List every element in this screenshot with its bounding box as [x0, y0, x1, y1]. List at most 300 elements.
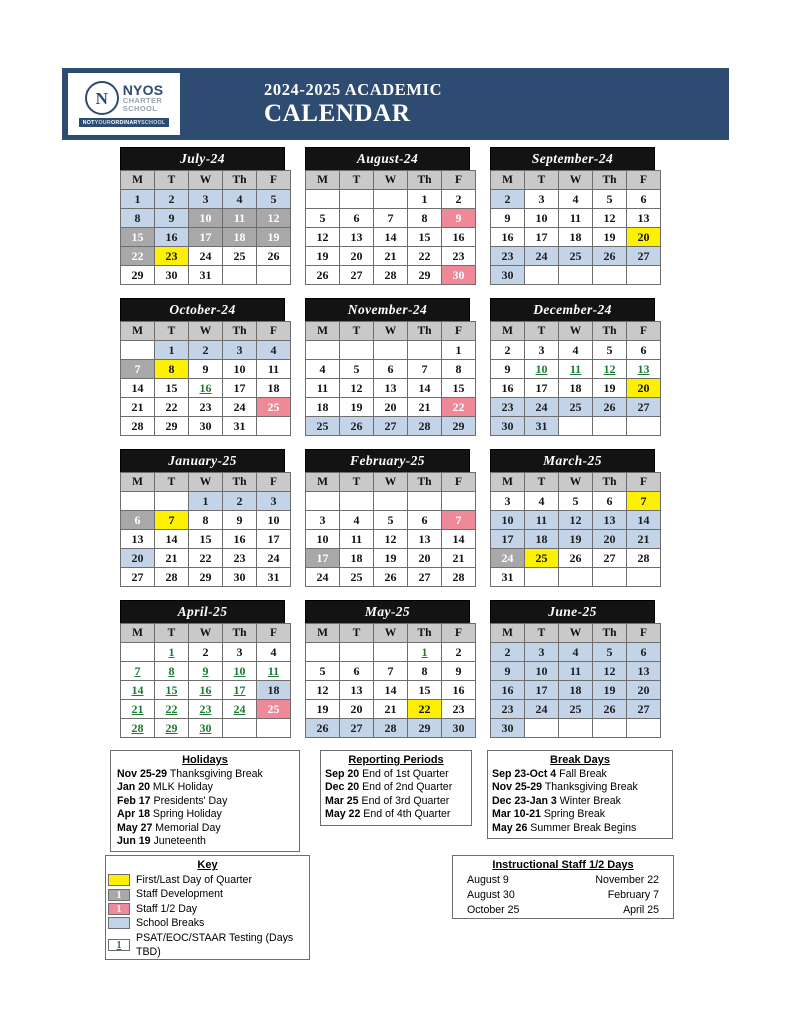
day-cell[interactable]: 29	[442, 417, 476, 436]
day-cell[interactable]: 18	[257, 379, 291, 398]
day-cell[interactable]: 30	[491, 266, 525, 285]
day-cell[interactable]: 18	[306, 398, 340, 417]
day-cell[interactable]: 10	[525, 209, 559, 228]
day-cell[interactable]: 17	[306, 549, 340, 568]
day-cell[interactable]: 2	[491, 341, 525, 360]
day-cell[interactable]: 22	[442, 398, 476, 417]
day-cell[interactable]: 6	[374, 360, 408, 379]
day-cell[interactable]: 6	[408, 511, 442, 530]
day-cell[interactable]: 19	[306, 700, 340, 719]
day-cell[interactable]: 31	[525, 417, 559, 436]
day-cell[interactable]: 9	[442, 662, 476, 681]
day-cell[interactable]: 2	[491, 190, 525, 209]
day-cell[interactable]: 12	[306, 228, 340, 247]
day-cell[interactable]: 11	[559, 662, 593, 681]
day-cell[interactable]: 22	[155, 398, 189, 417]
day-cell[interactable]: 31	[189, 266, 223, 285]
day-cell[interactable]: 27	[374, 417, 408, 436]
breaks-list	[488, 768, 672, 838]
day-cell[interactable]: 2	[155, 190, 189, 209]
day-cell[interactable]: 11	[257, 360, 291, 379]
day-cell[interactable]	[155, 643, 189, 662]
day-cell[interactable]: 19	[593, 681, 627, 700]
weekday-header: F	[257, 473, 291, 492]
day-cell[interactable]: 12	[257, 209, 291, 228]
day-cell[interactable]: 18	[559, 228, 593, 247]
day-cell[interactable]: 24	[257, 549, 291, 568]
day-cell[interactable]	[223, 681, 257, 700]
day-cell[interactable]: 12	[374, 530, 408, 549]
empty-cell	[627, 719, 661, 738]
day-cell[interactable]: 26	[593, 247, 627, 266]
day-cell[interactable]: 19	[340, 398, 374, 417]
day-cell[interactable]: 27	[121, 568, 155, 587]
day-cell[interactable]: 17	[491, 530, 525, 549]
day-cell[interactable]: 15	[155, 379, 189, 398]
day-cell[interactable]: 22	[121, 247, 155, 266]
day-cell[interactable]: 21	[442, 549, 476, 568]
day-cell[interactable]: 22	[189, 549, 223, 568]
day-cell[interactable]: 14	[374, 681, 408, 700]
day-cell[interactable]: 21	[408, 398, 442, 417]
day-cell[interactable]: 24	[525, 700, 559, 719]
logo-line2: CHARTER	[122, 96, 163, 106]
day-cell[interactable]: 28	[155, 568, 189, 587]
day-cell[interactable]: 25	[257, 700, 291, 719]
day-cell[interactable]: 1	[155, 341, 189, 360]
day-cell[interactable]: 27	[340, 266, 374, 285]
weekday-header: T	[340, 624, 374, 643]
day-cell[interactable]: 27	[593, 549, 627, 568]
day-cell[interactable]: 3	[525, 341, 559, 360]
day-cell[interactable]: 5	[306, 209, 340, 228]
day-cell[interactable]: 8	[121, 209, 155, 228]
day-cell[interactable]: 14	[408, 379, 442, 398]
day-cell[interactable]: 10	[491, 511, 525, 530]
tagline-mid: YOUR	[94, 119, 111, 126]
day-cell[interactable]: 11	[306, 379, 340, 398]
day-cell[interactable]: 9	[189, 360, 223, 379]
day-cell[interactable]: 5	[559, 492, 593, 511]
day-cell[interactable]: 23	[155, 247, 189, 266]
weekday-header: Th	[408, 322, 442, 341]
day-cell[interactable]: 30	[491, 719, 525, 738]
day-cell[interactable]: 17	[223, 379, 257, 398]
weekday-header: Th	[223, 171, 257, 190]
day-cell[interactable]: 17	[525, 681, 559, 700]
day-cell[interactable]: 24	[306, 568, 340, 587]
day-cell[interactable]: 6	[593, 492, 627, 511]
day-cell[interactable]: 1	[121, 190, 155, 209]
day-cell[interactable]: 20	[593, 530, 627, 549]
weekday-header-row	[306, 624, 476, 643]
day-cell[interactable]: 17	[525, 228, 559, 247]
list-item	[117, 768, 299, 781]
day-cell[interactable]: 14	[627, 511, 661, 530]
day-cell[interactable]: 22	[408, 700, 442, 719]
day-cell[interactable]: 16	[491, 681, 525, 700]
day-cell[interactable]	[155, 700, 189, 719]
day-cell[interactable]: 7	[121, 360, 155, 379]
day-cell[interactable]: 28	[374, 266, 408, 285]
day-cell[interactable]: 13	[374, 379, 408, 398]
day-cell[interactable]: 30	[223, 568, 257, 587]
day-cell[interactable]: 15	[408, 681, 442, 700]
day-cell[interactable]: 26	[593, 700, 627, 719]
day-cell[interactable]: 6	[627, 190, 661, 209]
day-cell[interactable]: 8	[189, 511, 223, 530]
day-cell[interactable]: 24	[223, 398, 257, 417]
day-cell[interactable]: 28	[408, 417, 442, 436]
day-cell[interactable]	[155, 719, 189, 738]
day-cell[interactable]: 11	[559, 209, 593, 228]
day-cell[interactable]: 15	[121, 228, 155, 247]
day-cell[interactable]: 12	[593, 662, 627, 681]
day-cell[interactable]: 27	[627, 398, 661, 417]
day-cell[interactable]: 24	[491, 549, 525, 568]
day-cell[interactable]: 19	[306, 247, 340, 266]
day-cell[interactable]: 17	[189, 228, 223, 247]
day-cell[interactable]: 8	[408, 662, 442, 681]
day-cell[interactable]: 20	[627, 228, 661, 247]
day-cell[interactable]: 18	[257, 681, 291, 700]
day-cell[interactable]: 25	[257, 398, 291, 417]
day-cell[interactable]: 2	[189, 643, 223, 662]
day-cell[interactable]: 8	[408, 209, 442, 228]
day-cell[interactable]: 10	[257, 511, 291, 530]
day-cell[interactable]: 12	[593, 209, 627, 228]
day-cell[interactable]: 19	[257, 228, 291, 247]
day-cell[interactable]: 28	[627, 549, 661, 568]
reporting-list	[321, 768, 471, 825]
day-cell[interactable]	[559, 360, 593, 379]
day-cell[interactable]: 27	[408, 568, 442, 587]
weekday-header: T	[340, 171, 374, 190]
day-cell[interactable]: 2	[189, 341, 223, 360]
day-cell[interactable]: 26	[340, 417, 374, 436]
day-cell[interactable]: 4	[306, 360, 340, 379]
day-cell[interactable]: 10	[306, 530, 340, 549]
day-cell[interactable]	[257, 662, 291, 681]
day-cell[interactable]: 10	[525, 662, 559, 681]
day-cell[interactable]: 1	[442, 341, 476, 360]
day-cell[interactable]: 4	[525, 492, 559, 511]
day-cell[interactable]: 10	[189, 209, 223, 228]
day-cell[interactable]: 7	[627, 492, 661, 511]
day-cell[interactable]: 4	[559, 341, 593, 360]
day-cell[interactable]: 18	[525, 530, 559, 549]
day-cell[interactable]: 28	[442, 568, 476, 587]
day-cell[interactable]: 29	[408, 266, 442, 285]
week-row	[491, 643, 661, 662]
day-cell[interactable]: 29	[121, 266, 155, 285]
day-cell[interactable]: 6	[121, 511, 155, 530]
key-swatch-test: 1	[108, 939, 130, 951]
weekday-header: M	[491, 171, 525, 190]
day-cell[interactable]	[189, 700, 223, 719]
day-cell[interactable]: 9	[223, 511, 257, 530]
day-cell[interactable]: 20	[374, 398, 408, 417]
day-cell[interactable]: 3	[525, 643, 559, 662]
day-cell[interactable]: 3	[223, 341, 257, 360]
day-cell[interactable]: 31	[491, 568, 525, 587]
day-cell[interactable]: 9	[442, 209, 476, 228]
day-cell[interactable]: 5	[593, 190, 627, 209]
day-cell[interactable]: 4	[559, 643, 593, 662]
day-cell[interactable]: 25	[223, 247, 257, 266]
item-date: Mar 10-21	[492, 808, 541, 821]
day-cell[interactable]: 3	[257, 492, 291, 511]
day-cell[interactable]: 13	[408, 530, 442, 549]
item-date: Jun 19	[117, 835, 151, 848]
day-cell[interactable]: 13	[340, 228, 374, 247]
day-cell[interactable]: 1	[408, 190, 442, 209]
day-cell[interactable]: 25	[525, 549, 559, 568]
day-cell[interactable]: 26	[306, 266, 340, 285]
day-cell[interactable]	[189, 719, 223, 738]
day-cell[interactable]: 26	[257, 247, 291, 266]
day-cell[interactable]: 16	[223, 530, 257, 549]
day-cell[interactable]: 21	[627, 530, 661, 549]
day-cell[interactable]: 20	[121, 549, 155, 568]
day-cell[interactable]	[121, 662, 155, 681]
day-cell[interactable]: 30	[491, 417, 525, 436]
day-cell[interactable]: 16	[491, 228, 525, 247]
day-cell[interactable]: 26	[559, 549, 593, 568]
day-cell[interactable]: 7	[374, 662, 408, 681]
day-cell[interactable]	[627, 360, 661, 379]
day-cell[interactable]: 5	[340, 360, 374, 379]
month-title: July-24	[120, 147, 285, 170]
item-date: Dec 20	[325, 781, 360, 794]
day-cell[interactable]	[525, 360, 559, 379]
day-cell[interactable]: 5	[593, 341, 627, 360]
day-cell[interactable]: 17	[257, 530, 291, 549]
week-row	[491, 360, 661, 379]
day-cell[interactable]: 16	[442, 681, 476, 700]
day-cell[interactable]: 8	[155, 360, 189, 379]
day-cell[interactable]: 15	[408, 228, 442, 247]
day-cell[interactable]: 30	[442, 266, 476, 285]
testing-day-label: 15	[165, 682, 178, 697]
day-cell[interactable]: 16	[442, 228, 476, 247]
day-cell[interactable]: 27	[627, 700, 661, 719]
day-cell[interactable]: 2	[442, 643, 476, 662]
day-cell[interactable]: 2	[491, 643, 525, 662]
week-row	[306, 379, 476, 398]
list-item	[492, 808, 672, 821]
day-cell[interactable]	[189, 681, 223, 700]
day-cell[interactable]: 16	[491, 379, 525, 398]
day-cell[interactable]: 12	[306, 681, 340, 700]
day-cell[interactable]: 29	[155, 417, 189, 436]
day-cell[interactable]: 4	[223, 190, 257, 209]
day-cell[interactable]: 9	[155, 209, 189, 228]
day-cell[interactable]: 14	[121, 379, 155, 398]
item-label: Spring Break	[540, 808, 606, 821]
day-cell[interactable]: 21	[374, 247, 408, 266]
key-rows	[106, 873, 309, 959]
day-cell[interactable]: 7	[408, 360, 442, 379]
day-cell[interactable]: 23	[491, 247, 525, 266]
day-cell[interactable]: 7	[374, 209, 408, 228]
day-cell[interactable]: 26	[374, 568, 408, 587]
day-cell[interactable]: 26	[306, 719, 340, 738]
day-cell[interactable]	[121, 719, 155, 738]
day-cell[interactable]: 8	[442, 360, 476, 379]
day-cell[interactable]: 20	[627, 379, 661, 398]
day-cell[interactable]: 22	[408, 247, 442, 266]
day-cell[interactable]: 18	[223, 228, 257, 247]
day-cell[interactable]: 3	[223, 643, 257, 662]
day-cell[interactable]: 2	[223, 492, 257, 511]
day-cell[interactable]: 13	[121, 530, 155, 549]
day-cell[interactable]: 1	[189, 492, 223, 511]
day-cell[interactable]: 11	[340, 530, 374, 549]
day-cell[interactable]: 23	[189, 398, 223, 417]
day-cell[interactable]: 25	[306, 417, 340, 436]
day-cell[interactable]: 11	[525, 511, 559, 530]
day-cell[interactable]: 6	[627, 643, 661, 662]
week-row	[491, 511, 661, 530]
day-cell[interactable]: 15	[442, 379, 476, 398]
day-cell[interactable]	[121, 681, 155, 700]
day-cell[interactable]: 20	[340, 247, 374, 266]
day-cell[interactable]: 4	[257, 643, 291, 662]
key-swatch-red: 1	[108, 903, 130, 915]
day-cell[interactable]: 26	[593, 398, 627, 417]
day-cell[interactable]: 3	[306, 511, 340, 530]
legend-key-box	[105, 855, 310, 960]
day-cell[interactable]: 13	[627, 209, 661, 228]
day-cell[interactable]: 31	[223, 417, 257, 436]
day-cell[interactable]: 4	[559, 190, 593, 209]
day-cell[interactable]: 6	[340, 662, 374, 681]
empty-cell	[525, 266, 559, 285]
day-cell[interactable]: 25	[559, 700, 593, 719]
day-cell[interactable]: 15	[189, 530, 223, 549]
empty-cell	[559, 719, 593, 738]
day-cell[interactable]: 25	[559, 247, 593, 266]
day-cell[interactable]: 21	[121, 398, 155, 417]
day-cell[interactable]: 20	[627, 681, 661, 700]
day-cell[interactable]: 21	[155, 549, 189, 568]
day-cell[interactable]: 10	[223, 360, 257, 379]
day-cell[interactable]: 4	[257, 341, 291, 360]
day-cell[interactable]: 5	[306, 662, 340, 681]
day-cell[interactable]: 17	[525, 379, 559, 398]
day-cell[interactable]: 3	[491, 492, 525, 511]
day-cell[interactable]: 7	[442, 511, 476, 530]
day-cell[interactable]	[408, 643, 442, 662]
day-cell[interactable]: 25	[559, 398, 593, 417]
month-table	[305, 321, 476, 436]
week-row	[306, 511, 476, 530]
day-cell[interactable]: 27	[340, 719, 374, 738]
day-cell[interactable]: 19	[593, 228, 627, 247]
day-cell[interactable]: 5	[257, 190, 291, 209]
day-cell[interactable]	[223, 700, 257, 719]
day-cell[interactable]: 5	[593, 643, 627, 662]
day-cell[interactable]: 30	[155, 266, 189, 285]
day-cell[interactable]: 14	[155, 530, 189, 549]
day-cell[interactable]: 6	[627, 341, 661, 360]
weekday-header: M	[306, 624, 340, 643]
day-cell[interactable]: 18	[559, 681, 593, 700]
day-cell[interactable]: 11	[223, 209, 257, 228]
day-cell[interactable]: 3	[189, 190, 223, 209]
day-cell[interactable]	[593, 360, 627, 379]
day-cell[interactable]: 23	[491, 700, 525, 719]
day-cell[interactable]: 3	[525, 190, 559, 209]
day-cell[interactable]: 4	[340, 511, 374, 530]
day-cell[interactable]: 28	[121, 417, 155, 436]
day-cell[interactable]: 24	[525, 398, 559, 417]
day-cell[interactable]: 9	[491, 360, 525, 379]
weekday-header: T	[525, 171, 559, 190]
day-cell[interactable]	[121, 700, 155, 719]
day-cell[interactable]: 12	[559, 511, 593, 530]
day-cell[interactable]: 30	[189, 417, 223, 436]
day-cell[interactable]: 18	[559, 379, 593, 398]
day-cell[interactable]: 25	[340, 568, 374, 587]
day-cell[interactable]: 14	[442, 530, 476, 549]
day-cell[interactable]: 19	[559, 530, 593, 549]
day-cell[interactable]: 7	[155, 511, 189, 530]
day-cell[interactable]	[189, 379, 223, 398]
day-cell[interactable]: 18	[340, 549, 374, 568]
day-cell[interactable]: 16	[155, 228, 189, 247]
day-cell[interactable]: 13	[593, 511, 627, 530]
day-cell[interactable]: 2	[442, 190, 476, 209]
breaks-title: Break Days	[550, 754, 610, 766]
day-cell[interactable]	[155, 662, 189, 681]
day-cell[interactable]: 31	[257, 568, 291, 587]
day-cell[interactable]: 27	[627, 247, 661, 266]
day-cell[interactable]: 23	[442, 700, 476, 719]
day-cell[interactable]: 30	[442, 719, 476, 738]
day-cell[interactable]: 23	[442, 247, 476, 266]
day-cell[interactable]	[155, 681, 189, 700]
day-cell[interactable]: 24	[525, 247, 559, 266]
day-cell[interactable]: 24	[189, 247, 223, 266]
day-cell[interactable]	[189, 662, 223, 681]
staff-day-right: April 25	[623, 904, 659, 916]
day-cell[interactable]: 23	[223, 549, 257, 568]
empty-cell	[374, 492, 408, 511]
day-cell[interactable]: 12	[340, 379, 374, 398]
day-cell[interactable]: 19	[593, 379, 627, 398]
day-cell[interactable]: 19	[374, 549, 408, 568]
day-cell[interactable]: 23	[491, 398, 525, 417]
day-cell[interactable]: 20	[408, 549, 442, 568]
day-cell[interactable]: 28	[374, 719, 408, 738]
month-table	[490, 321, 661, 436]
day-cell[interactable]: 29	[408, 719, 442, 738]
day-cell[interactable]: 6	[340, 209, 374, 228]
day-cell[interactable]: 29	[189, 568, 223, 587]
day-cell[interactable]: 5	[374, 511, 408, 530]
day-cell[interactable]: 14	[374, 228, 408, 247]
day-cell[interactable]: 13	[627, 662, 661, 681]
day-cell[interactable]: 13	[340, 681, 374, 700]
day-cell[interactable]	[223, 662, 257, 681]
day-cell[interactable]: 9	[491, 662, 525, 681]
day-cell[interactable]: 21	[374, 700, 408, 719]
day-cell[interactable]: 20	[340, 700, 374, 719]
day-cell[interactable]: 9	[491, 209, 525, 228]
key-row	[106, 902, 309, 916]
